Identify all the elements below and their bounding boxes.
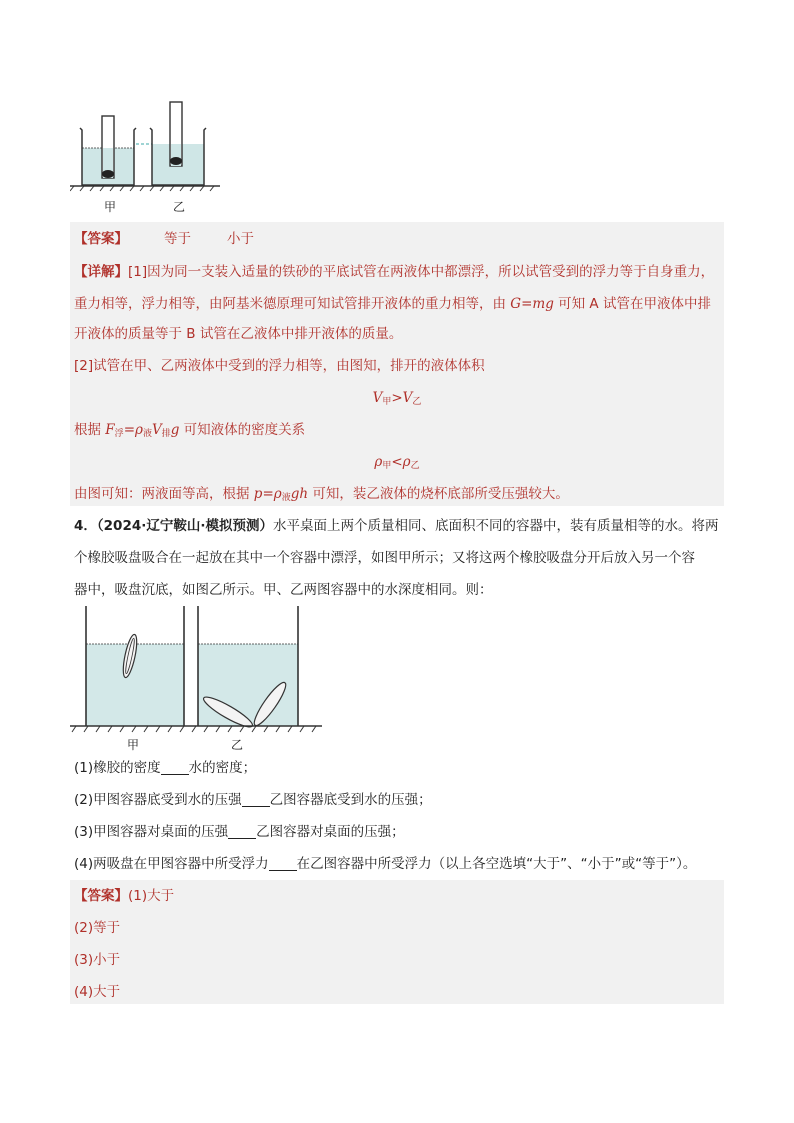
blank-4[interactable] — [269, 856, 297, 871]
answer1-value-2: 小于 — [227, 231, 254, 247]
figure2-label-left: 甲 — [127, 738, 140, 752]
question-source: （2024·辽宁鞍山·模拟预测） — [96, 518, 273, 534]
question4-line-2: 个橡胶吸盘吸合在一起放在其中一个容器中漂浮，如图甲所示；又将这两个橡胶吸盘分开后放入另一个容 — [74, 550, 695, 566]
answer4-tag: 【答案】 — [74, 888, 128, 904]
equation-density: $\rho_甲<\rho_乙$ — [374, 454, 420, 471]
question-number: 4． — [74, 518, 97, 534]
detail-line-1: 【详解】[1]因为同一支装入适量的铁砂的平底试管在两液体中都漂浮，所以试管受到的浮力等于自身重力， — [74, 264, 715, 280]
detail-line-6: 由图可知：两液面等高，根据 $p=\rho_液gh$ 可知，装乙液体的烧杯底部所受压强较大。 — [74, 486, 569, 503]
answer4-line-3: (3)小于 — [74, 952, 121, 968]
question4-line-3: 器中，吸盘沉底，如图乙所示。甲、乙两图容器中的水深度相同。则： — [74, 582, 493, 598]
answer1-value-1: 等于 — [164, 231, 191, 247]
detail-line-3: 开液体的质量等于 B 试管在乙液体中排开液体的质量。 — [74, 326, 403, 342]
subquestion-4: (4)两吸盘在甲图容器中所受浮力 在乙图容器中所受浮力（以上各空选填“大于”、“小于”或“等于”）。 — [74, 856, 697, 872]
detail-line-4: [2]试管在甲、乙两液体中受到的浮力相等，由图知，排开的液体体积 — [74, 358, 485, 374]
question4-line-1: 4．（2024·辽宁鞍山·模拟预测）水平桌面上两个质量相同、底面积不同的容器中，装有质量相等的水。将两 — [74, 518, 719, 534]
answer4-line-4: (4)大于 — [74, 984, 121, 1000]
test-tube-diagram — [70, 98, 220, 218]
blank-1[interactable] — [161, 760, 189, 775]
answer1-line — [74, 229, 254, 249]
answer4-line-2: (2)等于 — [74, 920, 121, 936]
equation-volume: $V_甲>V_乙$ — [372, 390, 422, 407]
detail-line-2: 重力相等，浮力相等，由阿基米德原理可知试管排开液体的重力相等，由 G=mg 可知 A 试管在甲液体中排 — [74, 296, 711, 312]
answer-tag: 【答案】 — [74, 231, 128, 247]
answer4-line-1: 【答案】(1)大于 — [74, 888, 175, 904]
detail-line-5: 根据 $F_浮=\rho_液V_排g$ 可知液体的密度关系 — [74, 422, 306, 439]
blank-2[interactable] — [242, 792, 270, 807]
figure-suction-cups — [70, 606, 330, 736]
suction-cup-diagram — [70, 606, 330, 736]
subquestion-1: (1)橡胶的密度 水的密度； — [74, 760, 257, 776]
subquestion-3: (3)甲图容器对桌面的压强 乙图容器对桌面的压强； — [74, 824, 405, 840]
blank-3[interactable] — [228, 824, 256, 839]
figure2-label-right: 乙 — [231, 738, 244, 752]
detail-tag: 【详解】 — [74, 264, 128, 280]
subquestion-2: (2)甲图容器底受到水的压强 乙图容器底受到水的压强； — [74, 792, 432, 808]
figure1-label-left: 甲 — [104, 200, 117, 214]
figure-test-tubes — [70, 98, 220, 218]
figure1-label-right: 乙 — [173, 200, 186, 214]
